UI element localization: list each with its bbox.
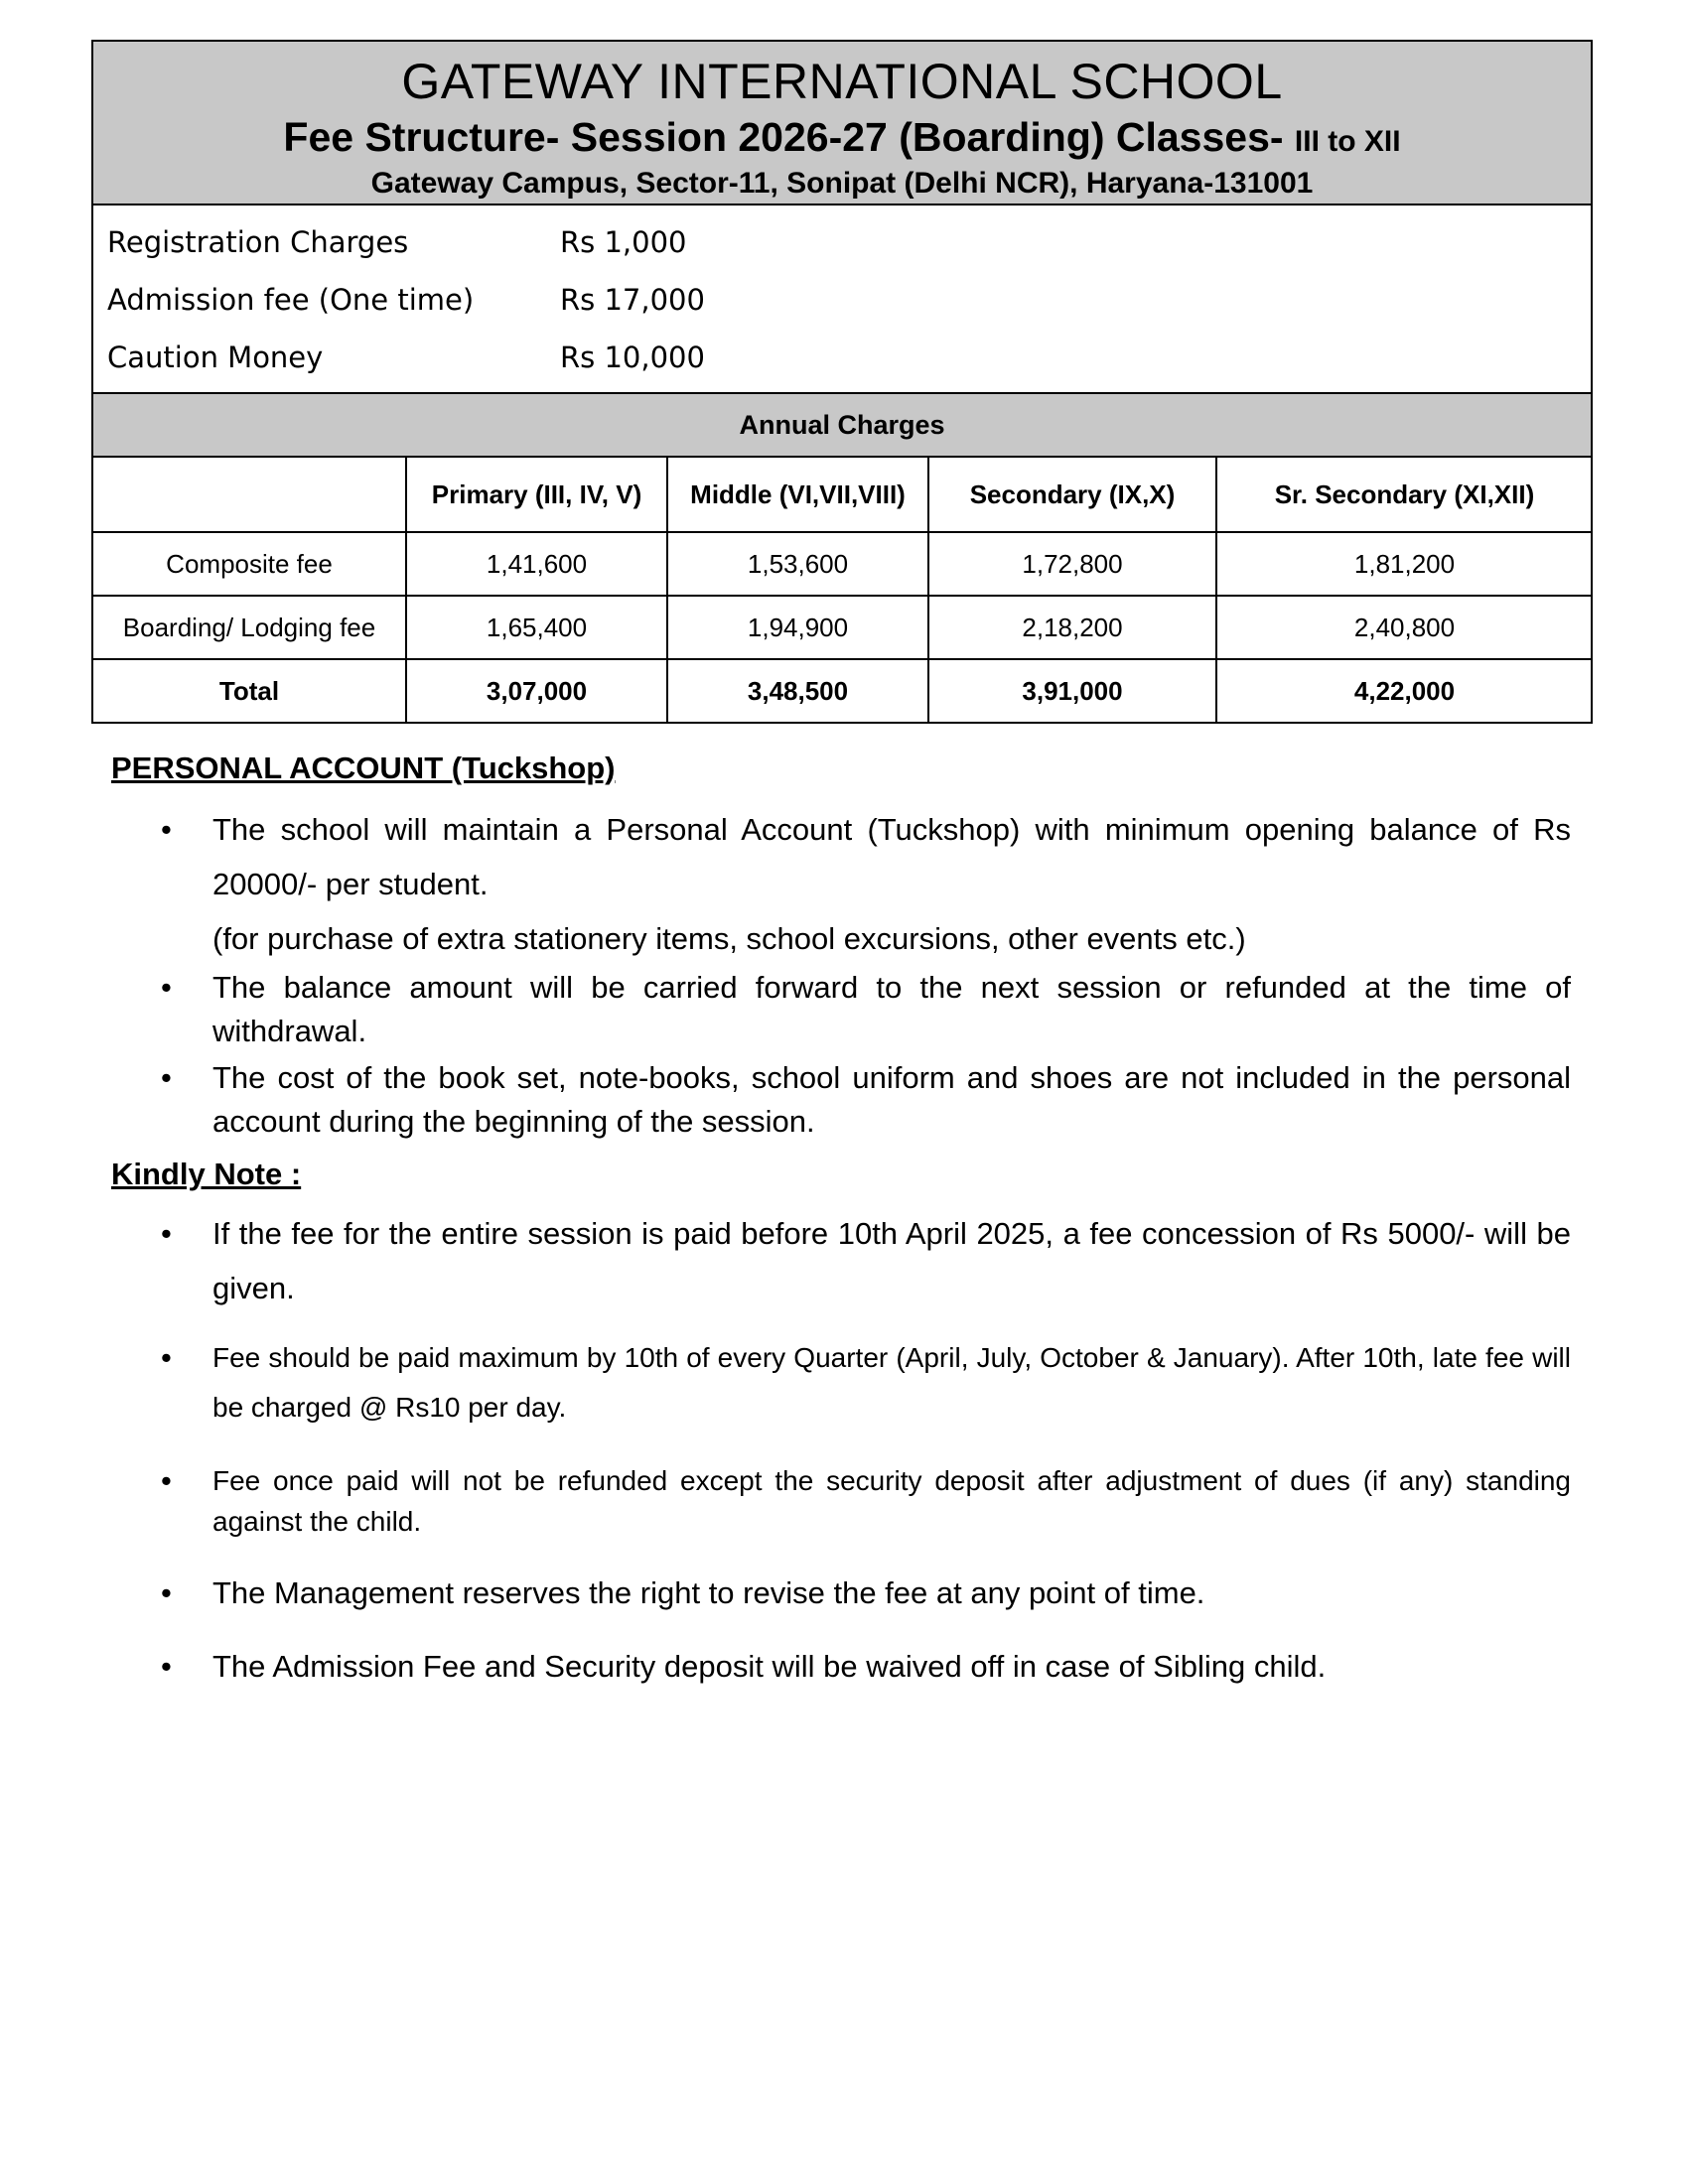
fee-structure-box (91, 40, 1593, 724)
list-item: • The Management reserves the right to revise the fee at any point of time. (111, 1571, 1571, 1615)
column-header: Secondary (IX,X) (928, 458, 1216, 532)
annual-charges-table (93, 458, 1592, 722)
table-row (93, 532, 1592, 596)
table-cell: 1,81,200 (1216, 532, 1592, 596)
table-cell: 2,40,800 (1216, 596, 1592, 659)
table-cell: 1,94,900 (667, 596, 928, 659)
header (93, 42, 1591, 205)
table-cell: 1,41,600 (406, 532, 667, 596)
row-label: Composite fee (93, 532, 406, 596)
table-cell: 1,72,800 (928, 532, 1216, 596)
row-label: Total (93, 659, 406, 722)
fee-title-text: Fee Structure- Session 2026-27 (Boarding) Classes- (283, 114, 1295, 160)
total-row (93, 659, 1592, 722)
list-item: • The cost of the book set, note-books, school uniform and shoes are not included in the personal account during the beginning of the session. (111, 1056, 1571, 1144)
table-cell: 1,53,600 (667, 532, 928, 596)
list-item: • The school will maintain a Personal Account (Tuckshop) with minimum opening balance of Rs 20000/- per student. (111, 802, 1571, 911)
school-name: GATEWAY INTERNATIONAL SCHOOL (401, 54, 1283, 109)
table-cell: 2,18,200 (928, 596, 1216, 659)
fee-title (93, 113, 1591, 166)
kindly-note-title: Kindly Note : (111, 1157, 302, 1191)
campus-address: Gateway Campus, Sector-11, Sonipat (Delhi NCR), Haryana-131001 (370, 167, 1314, 200)
list-item: • If the fee for the entire session is paid before 10th April 2025, a fee concession of Rs 5000/- will be given. (111, 1206, 1571, 1315)
charge-value: Rs 1,000 (560, 225, 687, 259)
charge-row (93, 271, 1591, 329)
classes-range: III to XII (1294, 125, 1401, 158)
row-label: Boarding/ Lodging fee (93, 596, 406, 659)
list-item: (for purchase of extra stationery items, school excursions, other events etc.) (212, 921, 1246, 956)
charge-row (93, 213, 1591, 271)
charge-label: Registration Charges (107, 225, 409, 259)
personal-account-title: PERSONAL ACCOUNT (Tuckshop) (111, 751, 616, 785)
charge-label: Caution Money (107, 341, 324, 374)
column-header (93, 458, 406, 532)
table-cell: 3,48,500 (667, 659, 928, 722)
one-time-charges (93, 205, 1591, 394)
charge-row (93, 329, 1591, 386)
annual-charges-title: Annual Charges (93, 394, 1591, 458)
kindly-note-list (111, 1206, 1571, 1689)
column-header: Middle (VI,VII,VIII) (667, 458, 928, 532)
column-header: Primary (III, IV, V) (406, 458, 667, 532)
table-cell: 3,07,000 (406, 659, 667, 722)
table-row (93, 596, 1592, 659)
table-header-row (93, 458, 1592, 532)
table-cell: 3,91,000 (928, 659, 1216, 722)
list-item: • The balance amount will be carried forward to the next session or refunded at the time of withdrawal. (111, 966, 1571, 1053)
charge-value: Rs 17,000 (560, 283, 705, 317)
charge-label: Admission fee (One time) (107, 283, 475, 317)
personal-account-list (111, 802, 1571, 1144)
table-cell: 4,22,000 (1216, 659, 1592, 722)
list-item: • Fee should be paid maximum by 10th of every Quarter (April, July, October & January). After 10th, late fee will be charged @ Rs10 per day. (111, 1333, 1571, 1433)
column-header: Sr. Secondary (XI,XII) (1216, 458, 1592, 532)
charge-value: Rs 10,000 (560, 341, 705, 374)
table-cell: 1,65,400 (406, 596, 667, 659)
list-item: • The Admission Fee and Security deposit will be waived off in case of Sibling child. (111, 1645, 1571, 1689)
list-item: • Fee once paid will not be refunded except the security deposit after adjustment of dues (if any) standing against the child. (111, 1460, 1571, 1542)
